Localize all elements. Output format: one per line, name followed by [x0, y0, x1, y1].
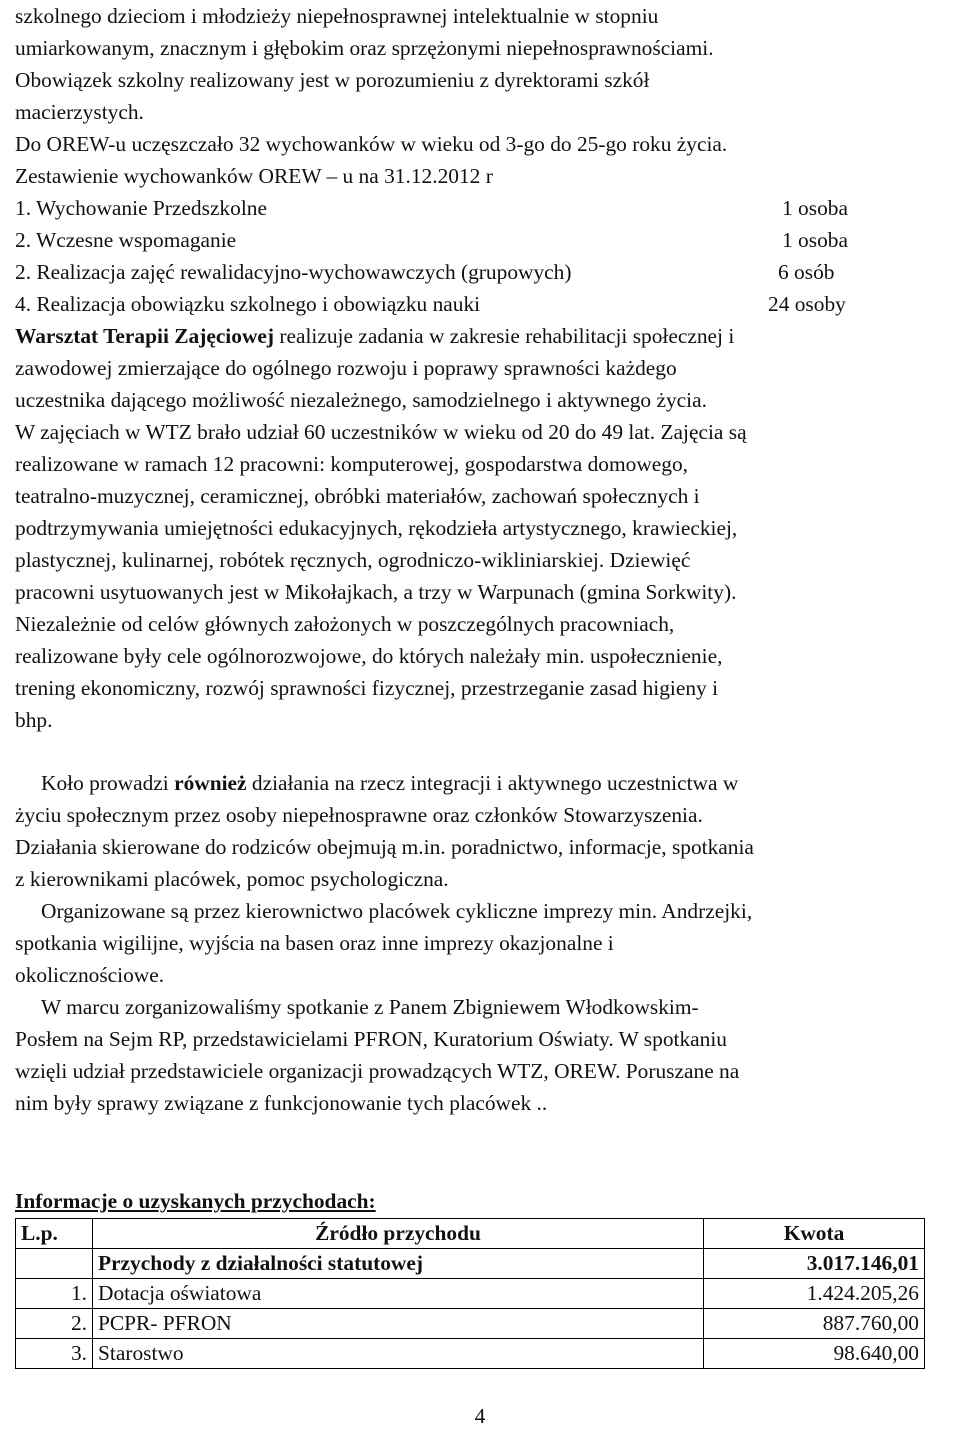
text-line: realizowane były cele ogólnorozwojowe, do których należały min. uspołecznienie, — [15, 644, 723, 668]
text-line: okolicznościowe. — [15, 963, 165, 987]
header-amount: Kwota — [704, 1219, 925, 1249]
text-line: bhp. — [15, 708, 53, 732]
page-number: 4 — [474, 1404, 486, 1428]
text-line: trening ekonomiczny, rozwój sprawności fizycznej, przestrzeganie zasad higieny i — [15, 676, 719, 700]
text-span: Koło prowadzi — [41, 771, 175, 795]
text-line: Organizowane są przez kierownictwo placówek cykliczne imprezy min. Andrzejki, — [41, 899, 753, 923]
row-amount: 1.424.205,26 — [704, 1279, 925, 1309]
row-source: Starostwo — [93, 1339, 704, 1369]
table-row — [16, 1279, 925, 1309]
table-row-total — [16, 1249, 925, 1279]
list-item-label: 1. Wychowanie Przedszkolne — [15, 196, 267, 220]
spacer — [15, 736, 955, 767]
text-line: Obowiązek szkolny realizowany jest w porozumieniu z dyrektorami szkół — [15, 68, 650, 92]
paragraph-imprezy — [15, 895, 955, 991]
text-line: W zajęciach w WTZ brało udział 60 uczestników w wieku od 20 do 49 lat. Zajęcia są — [15, 420, 747, 444]
list-item — [15, 288, 955, 320]
text-span: działania na rzecz integracji i aktywnego uczestnictwa w — [246, 771, 739, 795]
text-line: W marcu zorganizowaliśmy spotkanie z Panem Zbigniewem Włodkowskim- — [41, 995, 699, 1019]
text-line: spotkania wigilijne, wyjścia na basen oraz inne imprezy okazjonalne i — [15, 931, 614, 955]
text-line: zawodowej zmierzające do ogólnego rozwoju i poprawy sprawności każdego — [15, 356, 677, 380]
list-item-label: 4. Realizacja obowiązku szkolnego i obowiązku nauki — [15, 292, 481, 316]
text-line: macierzystych. — [15, 100, 144, 124]
row-amount: 887.760,00 — [704, 1309, 925, 1339]
text-line — [15, 767, 955, 799]
text-line: podtrzymywania umiejętności edukacyjnych, rękodzieła artystycznego, krawieckiej, — [15, 516, 738, 540]
wtz-heading: Warsztat Terapii Zajęciowej — [15, 324, 275, 348]
text-line: Posłem na Sejm RP, przedstawicielami PFRON, Kuratorium Oświaty. W spotkaniu — [15, 1027, 727, 1051]
text-line: Zestawienie wychowanków OREW – u na 31.12.2012 r — [15, 164, 493, 188]
text-line: życiu społecznym przez osoby niepełnosprawne oraz członków Stowarzyszenia. — [15, 803, 703, 827]
row-lp: 2. — [16, 1309, 93, 1339]
text-line: realizowane w ramach 12 pracowni: komputerowej, gospodarstwa domowego, — [15, 452, 689, 476]
list-item-label: 2. Wczesne wspomaganie — [15, 228, 237, 252]
list-item-label: 2. Realizacja zajęć rewalidacyjno-wychowawczych (grupowych) — [15, 260, 572, 284]
text-line: z kierownikami placówek, pomoc psychologiczna. — [15, 867, 449, 891]
text-line: pracowni usytuowanych jest w Mikołajkach, a trzy w Warpunach (gmina Sorkwity). — [15, 580, 737, 604]
spacer — [15, 1119, 955, 1185]
table-header-row — [16, 1219, 925, 1249]
total-source: Przychody z działalności statutowej — [93, 1249, 704, 1279]
paragraph-orew-intro — [15, 0, 955, 192]
paragraph-spotkanie — [15, 991, 955, 1119]
text-line: nim były sprawy związane z funkcjonowanie tych placówek .. — [15, 1091, 548, 1115]
row-source: Dotacja oświatowa — [93, 1279, 704, 1309]
document-page — [15, 0, 955, 1369]
list-item-count: 6 osób — [778, 260, 835, 284]
list-item — [15, 192, 955, 224]
row-source: PCPR- PFRON — [93, 1309, 704, 1339]
text-span: realizuje zadania w zakresie rehabilitacji społecznej i — [274, 324, 735, 348]
text-line: Działania skierowane do rodziców obejmują m.in. poradnictwo, informacje, spotkania — [15, 835, 754, 859]
paragraph-kolo — [15, 767, 955, 895]
text-line: plastycznej, kulinarnej, robótek ręcznych, ogrodniczo-wikliniarskiej. Dziewięć — [15, 548, 691, 572]
text-line — [15, 320, 955, 352]
list-item-count: 1 osoba — [782, 228, 848, 252]
text-span-bold: również — [174, 771, 247, 795]
text-line: wzięli udział przedstawiciele organizacji prowadzących WTZ, OREW. Poruszane na — [15, 1059, 740, 1083]
text-line: umiarkowanym, znacznym i głębokim oraz sprzężonymi niepełnosprawnościami. — [15, 36, 714, 60]
text-line: szkolnego dzieciom i młodzieży niepełnosprawnej intelektualnie w stopniu — [15, 4, 659, 28]
row-amount: 98.640,00 — [704, 1339, 925, 1369]
total-amount: 3.017.146,01 — [704, 1249, 925, 1279]
orew-list — [15, 192, 955, 320]
list-item-count: 24 osoby — [768, 292, 846, 316]
row-lp: 1. — [16, 1279, 93, 1309]
text-line: Niezależnie od celów głównych założonych w poszczególnych pracowniach, — [15, 612, 675, 636]
list-item — [15, 256, 955, 288]
text-line: Do OREW-u uczęszczało 32 wychowanków w wieku od 3-go do 25-go roku życia. — [15, 132, 728, 156]
text-line: uczestnika dającego możliwość niezależnego, samodzielnego i aktywnego życia. — [15, 388, 707, 412]
list-item — [15, 224, 955, 256]
table-row — [16, 1309, 925, 1339]
income-table — [15, 1218, 925, 1369]
header-source: Źródło przychodu — [93, 1219, 704, 1249]
header-lp: L.p. — [16, 1219, 93, 1249]
income-heading: Informacje o uzyskanych przychodach: — [15, 1189, 376, 1213]
row-lp: 3. — [16, 1339, 93, 1369]
list-item-count: 1 osoba — [782, 196, 848, 220]
table-cell — [16, 1249, 93, 1279]
table-row — [16, 1339, 925, 1369]
text-line: teatralno-muzycznej, ceramicznej, obróbki materiałów, zachowań społecznych i — [15, 484, 700, 508]
paragraph-wtz — [15, 320, 955, 736]
